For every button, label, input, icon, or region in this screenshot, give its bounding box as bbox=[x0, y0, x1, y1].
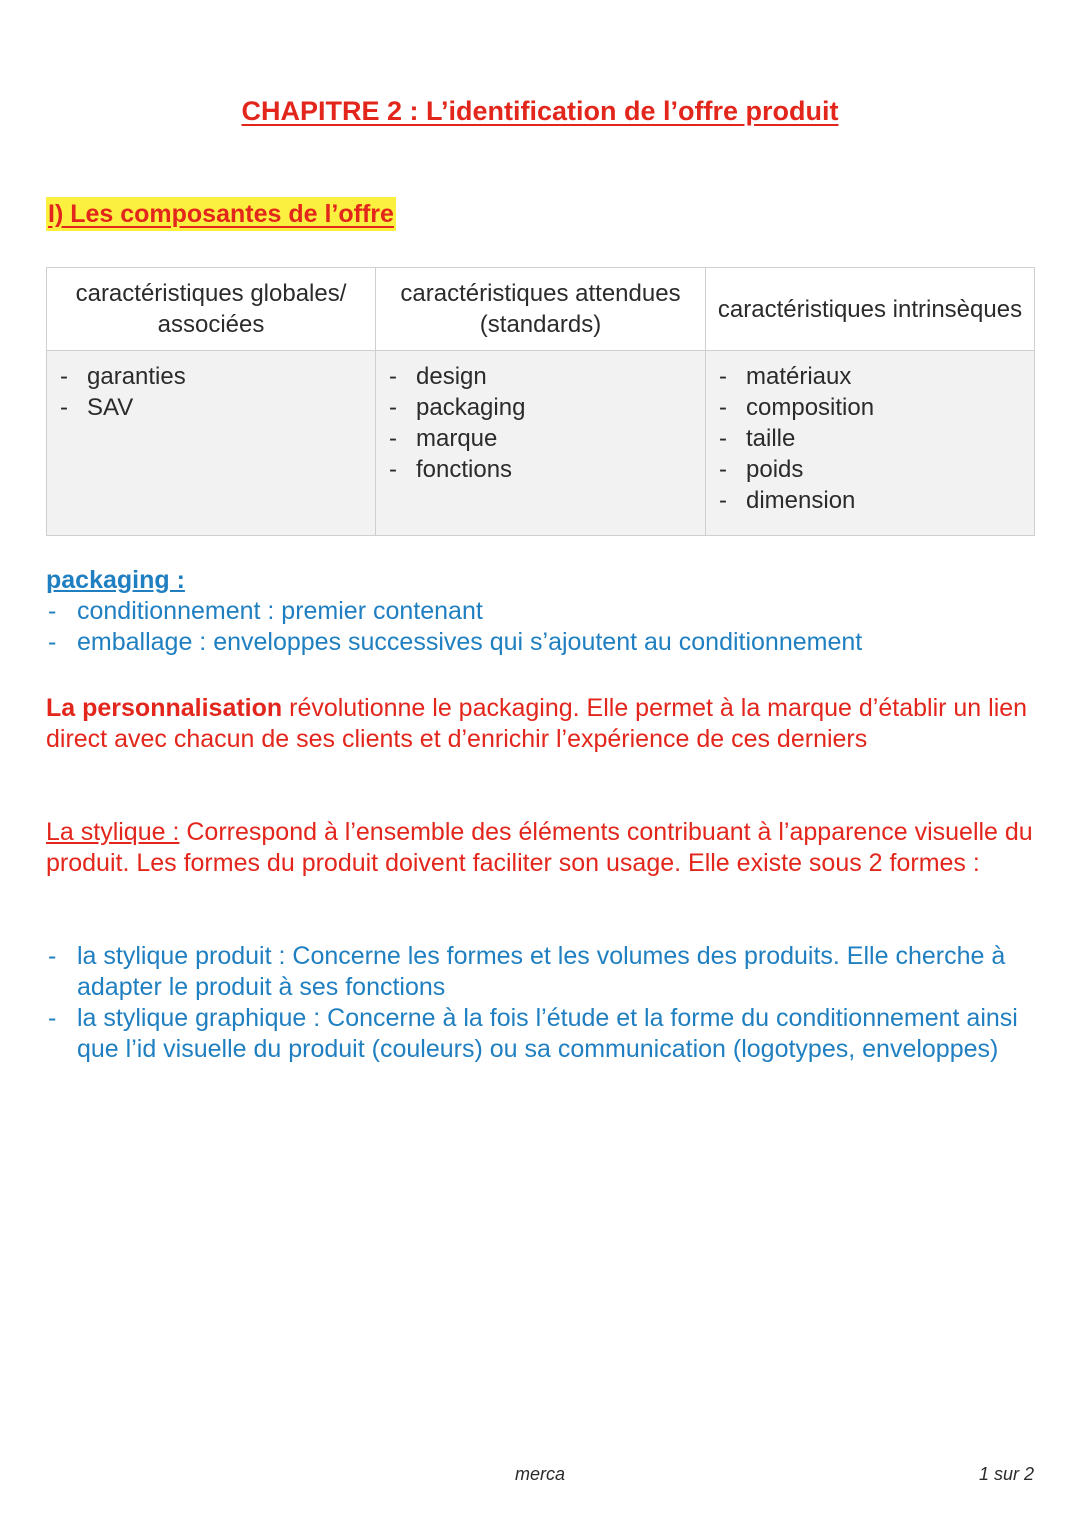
table-header: caractéristiques intrinsèques bbox=[706, 268, 1035, 351]
stylique-paragraph bbox=[46, 817, 1046, 879]
personnalisation-lead: La personnalisation bbox=[46, 694, 283, 722]
list-item: - composition bbox=[716, 392, 1024, 423]
list-item: - dimension bbox=[716, 485, 1024, 516]
page-title: CHAPITRE 2 : L’identification de l’offre produit bbox=[241, 96, 839, 126]
list-item: - design bbox=[386, 361, 695, 392]
table-header-row bbox=[47, 268, 1035, 351]
list-item: - garanties bbox=[57, 361, 365, 392]
table-row bbox=[47, 351, 1035, 536]
footer-label: merca bbox=[514, 1464, 565, 1484]
packaging-title: packaging : bbox=[46, 566, 185, 594]
list-item: - emballage : enveloppes successives qui s’ajoutent au conditionnement bbox=[46, 627, 1046, 658]
list-item: - conditionnement : premier contenant bbox=[46, 596, 1046, 627]
table-header: caractéristiques attendues (standards) bbox=[376, 268, 706, 351]
stylique-list bbox=[46, 941, 1031, 1065]
list-item: - fonctions bbox=[386, 454, 695, 485]
table-cell bbox=[376, 351, 706, 536]
list-item: - la stylique produit : Concerne les formes et les volumes des produits. Elle cherche à adapter le produit à ses fonctions bbox=[46, 941, 1031, 1003]
list-item: - marque bbox=[386, 423, 695, 454]
list-item: - taille bbox=[716, 423, 1024, 454]
personnalisation-text: révolutionne le packaging. Elle permet à la marque d’établir un lien direct avec chacun de ses clients et d’enrichir l’expérience de ces derniers bbox=[46, 694, 1028, 753]
page-number: 1 sur 2 bbox=[978, 1464, 1034, 1484]
list-item: - matériaux bbox=[716, 361, 1024, 392]
packaging-list bbox=[46, 596, 1046, 658]
stylique-lead: La stylique : bbox=[46, 818, 180, 846]
table-header: caractéristiques globales/ associées bbox=[47, 268, 376, 351]
list-item: - packaging bbox=[386, 392, 695, 423]
table-cell bbox=[706, 351, 1035, 536]
stylique-text: Correspond à l’ensemble des éléments contribuant à l’apparence visuelle du produit. Les formes du produit doivent faciliter son usage. Elle existe sous 2 formes : bbox=[46, 818, 1033, 877]
packaging-section bbox=[46, 565, 1046, 658]
list-item: - la stylique graphique : Concerne à la fois l’étude et la forme du conditionnement ainsi que l’id visuelle du produit (couleurs) ou sa communication (logotypes, enveloppes) bbox=[46, 1003, 1031, 1065]
components-table bbox=[46, 267, 1035, 536]
list-item: - poids bbox=[716, 454, 1024, 485]
section-heading: I) Les composantes de l’offre bbox=[46, 197, 396, 231]
personnalisation-paragraph bbox=[46, 693, 1046, 755]
table-cell bbox=[47, 351, 376, 536]
list-item: - SAV bbox=[57, 392, 365, 423]
